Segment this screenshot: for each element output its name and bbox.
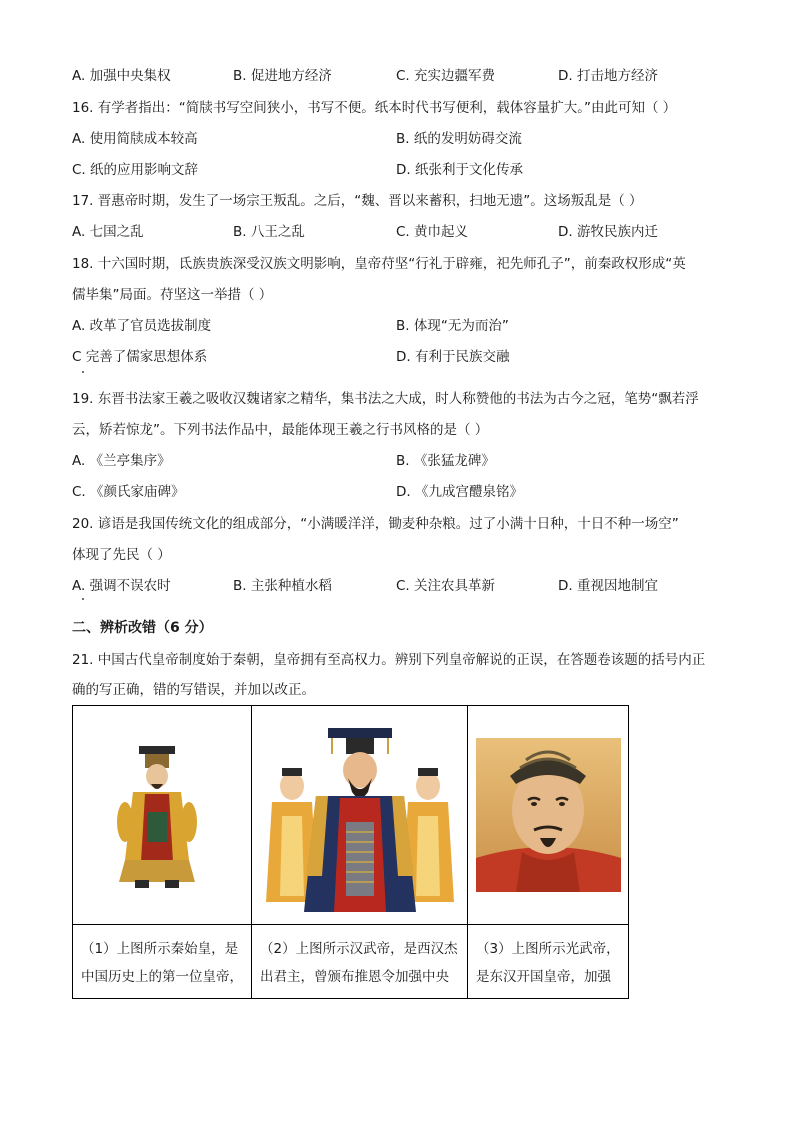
- q18-option-b: B. 体现“无为而治”: [396, 318, 509, 334]
- q18-option-c: C 完善了儒家思想体系: [72, 349, 208, 365]
- caption-guangwu: （3）上图所示光武帝，是东汉开国皇帝，加强: [476, 940, 620, 985]
- q20-option-c: C. 关注农具革新: [396, 578, 496, 594]
- han-wudi-portrait-image: [260, 726, 460, 916]
- q17-stem: 17. 晋惠帝时期，发生了一场宗王叛乱。之后，“魏、晋以来蓄积，扫地无遗”。这场叛乱是（ ）: [72, 193, 643, 209]
- q21-stem-line1: 21. 中国古代皇帝制度始于秦朝，皇帝拥有至高权力。辨别下列皇帝解说的正误，在答题卷该题的括号内正: [72, 652, 706, 668]
- caption-han-wudi: （2）上图所示汉武帝，是西汉杰出君主，曾颁布推恩令加强中央: [260, 940, 458, 985]
- q19-option-d: D. 《九成宫醴泉铭》: [396, 484, 523, 500]
- q19-option-c: C. 《颜氏家庙碑》: [72, 484, 185, 500]
- scan-speck: [82, 371, 84, 373]
- caption-cell-1: [73, 925, 252, 999]
- caption-cell-2: [252, 925, 468, 999]
- q15-option-d: D. 打击地方经济: [558, 68, 658, 84]
- q18-option-a: A. 改革了官员选拔制度: [72, 318, 212, 334]
- q19-option-a: A. 《兰亭集序》: [72, 453, 171, 469]
- q19-stem-line1: 19. 东晋书法家王羲之吸收汉魏诸家之精华，集书法之大成，时人称赞他的书法为古今之冠，笔势“飘若浮: [72, 391, 699, 407]
- q21-stem-line2: 确的写正确，错的写错误，并加以改正。: [72, 682, 315, 698]
- portrait-cell-guangwu: [468, 706, 629, 925]
- q20-stem-line2: 体现了先民（ ）: [72, 547, 171, 563]
- scan-speck: [82, 598, 84, 600]
- q20-option-d: D. 重视因地制宜: [558, 578, 658, 594]
- q18-option-d: D. 有利于民族交融: [396, 349, 510, 365]
- q18-stem-line1: 18. 十六国时期，氐族贵族深受汉族文明影响，皇帝苻坚“行礼于辟雍，祀先师孔子”，前秦政权形成“英: [72, 256, 686, 272]
- q16-option-a: A. 使用简牍成本较高: [72, 131, 198, 147]
- caption-cell-3: [468, 925, 629, 999]
- section-heading: 二、辨析改错（6 分）: [72, 620, 213, 636]
- q19-stem-line2: 云，矫若惊龙”。下列书法作品中，最能体现王羲之行书风格的是（ ）: [72, 422, 489, 438]
- q20-stem-line1: 20. 谚语是我国传统文化的组成部分，“小满暖洋洋，锄麦种杂粮。过了小满十日种，十日不种一场空”: [72, 516, 679, 532]
- q15-option-c: C. 充实边疆军费: [396, 68, 496, 84]
- guangwu-emperor-portrait-image: [476, 738, 621, 892]
- q17-option-c: C. 黄巾起义: [396, 224, 469, 240]
- q19-option-b: B. 《张猛龙碑》: [396, 453, 495, 469]
- q16-option-c: C. 纸的应用影响文辞: [72, 162, 199, 178]
- portrait-cell-qin: [73, 706, 252, 925]
- q16-stem: 16. 有学者指出：“简牍书写空间狭小，书写不便。纸本时代书写便利，载体容量扩大。”由此可知（ ）: [72, 100, 677, 116]
- q15-option-b: B. 促进地方经济: [233, 68, 332, 84]
- q18-stem-line2: 儒毕集”局面。苻坚这一举措（ ）: [72, 287, 273, 303]
- q16-option-d: D. 纸张利于文化传承: [396, 162, 523, 178]
- qin-shihuang-portrait-image: [107, 742, 207, 892]
- q17-option-b: B. 八王之乱: [233, 224, 305, 240]
- q20-option-a: A. 强调不误农时: [72, 578, 171, 594]
- q17-option-d: D. 游牧民族内迁: [558, 224, 658, 240]
- q17-option-a: A. 七国之乱: [72, 224, 144, 240]
- portrait-cell-wudi: [252, 706, 468, 925]
- q15-option-a: A. 加强中央集权: [72, 68, 171, 84]
- q16-option-b: B. 纸的发明妨碍交流: [396, 131, 522, 147]
- emperor-table: [72, 705, 629, 999]
- q20-option-b: B. 主张种植水稻: [233, 578, 332, 594]
- caption-qin-shihuang: （1）上图所示秦始皇，是中国历史上的第一位皇帝，: [81, 940, 243, 985]
